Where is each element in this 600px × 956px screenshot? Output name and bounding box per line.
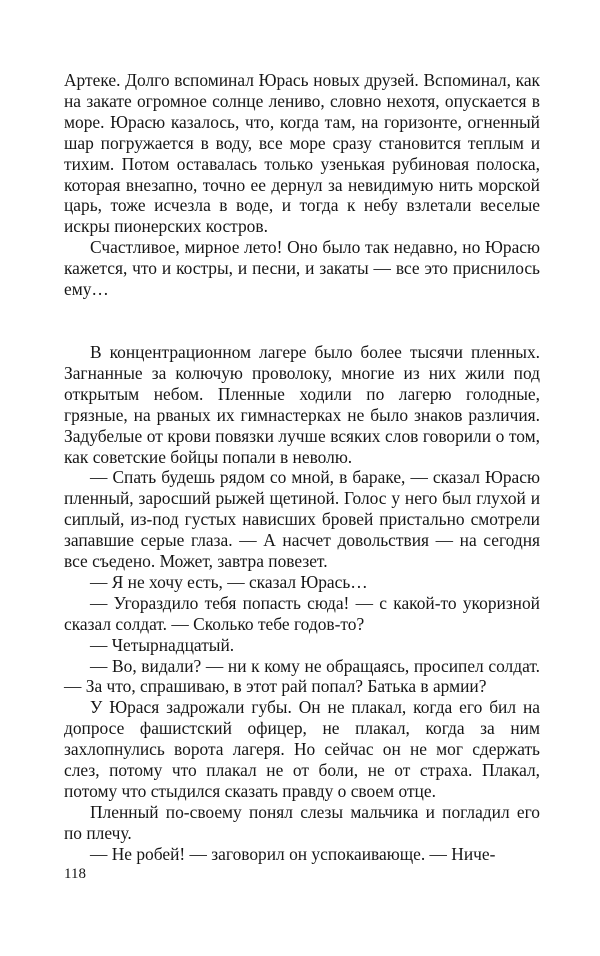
paragraph-dont-be-afraid: — Не робей! — заговорил он успокаивающе. — Ниче- [90,843,496,864]
paragraph-dialogue-father: — Во, видали? — ни к кому не обращаясь, просипел солдат. — За что, спрашиваю, в этот рай попал? Батька в армии? [64,655,540,697]
paragraph-dialogue-how-old: — Угораздило тебя попасть сюда! — с какой-то укоризной сказал солдат. — Сколько тебе годов-то? [64,592,540,634]
book-page-text [64,70,540,865]
paragraph-dialogue-fourteen: — Четырнадцатый. [90,634,235,655]
section-break [64,300,540,342]
paragraph-soldier-comforts: Пленный по-своему понял слезы мальчика и погладил его по плечу. [64,801,540,843]
paragraph-happy-summer: Счастливое, мирное лето! Оно было так недавно, но Юрасю кажется, что и костры, и песни, и закаты — все это приснилось ему… [64,237,540,300]
page-number: 118 [64,866,86,882]
paragraph-artek-memories: Артеке. Долго вспоминал Юрась новых друзей. Вспоминал, как на закате огромное солнце лениво, словно нехотя, опускается в море. Юрасю казалось, что, когда там, на горизонте, огненный шар погружается в воду, все море сразу становится теплым и тихим. Потом оставалась только узенькая рубиновая полоска, которая внезапно, точно ее дернул за невидимую нить морской царь, тоже исчезла в воде, и тогда к небу взлетали веселые искры пионерских костров. [64,70,540,237]
paragraph-yuras-tears: У Юрася задрожали губы. Он не плакал, когда его бил на допросе фашистский офицер, не плакал, когда за ним захлопнулись ворота лагеря. Но сейчас он не мог сдержать слез, потому что плакал не от боли, не от страха. Плакал, потому что стыдился сказать правду о своем отце. [64,697,540,801]
paragraph-dialogue-not-hungry: — Я не хочу есть, — сказал Юрась… [90,571,368,592]
paragraph-camp-description: В концентрационном лагере было более тысячи пленных. Загнанные за колючую проволоку, многие из них жили под открытым небом. Пленные ходили по лагерю голодные, грязные, на рваных их гимнастерках не было знаков различия. Задубелые от крови повязки лучше всяких слов говорили о том, как советские бойцы попали в неволю. [64,341,540,467]
paragraph-dialogue-sleep: — Спать будешь рядом со мной, в бараке, — сказал Юрасю пленный, заросший рыжей щетиной. Голос у него был глухой и сиплый, из-под густых нависших бровей пристально смотрели запавшие серые глаза. — А насчет довольствия — на сегодня все съедено. Может, завтра повезет. [64,467,540,572]
